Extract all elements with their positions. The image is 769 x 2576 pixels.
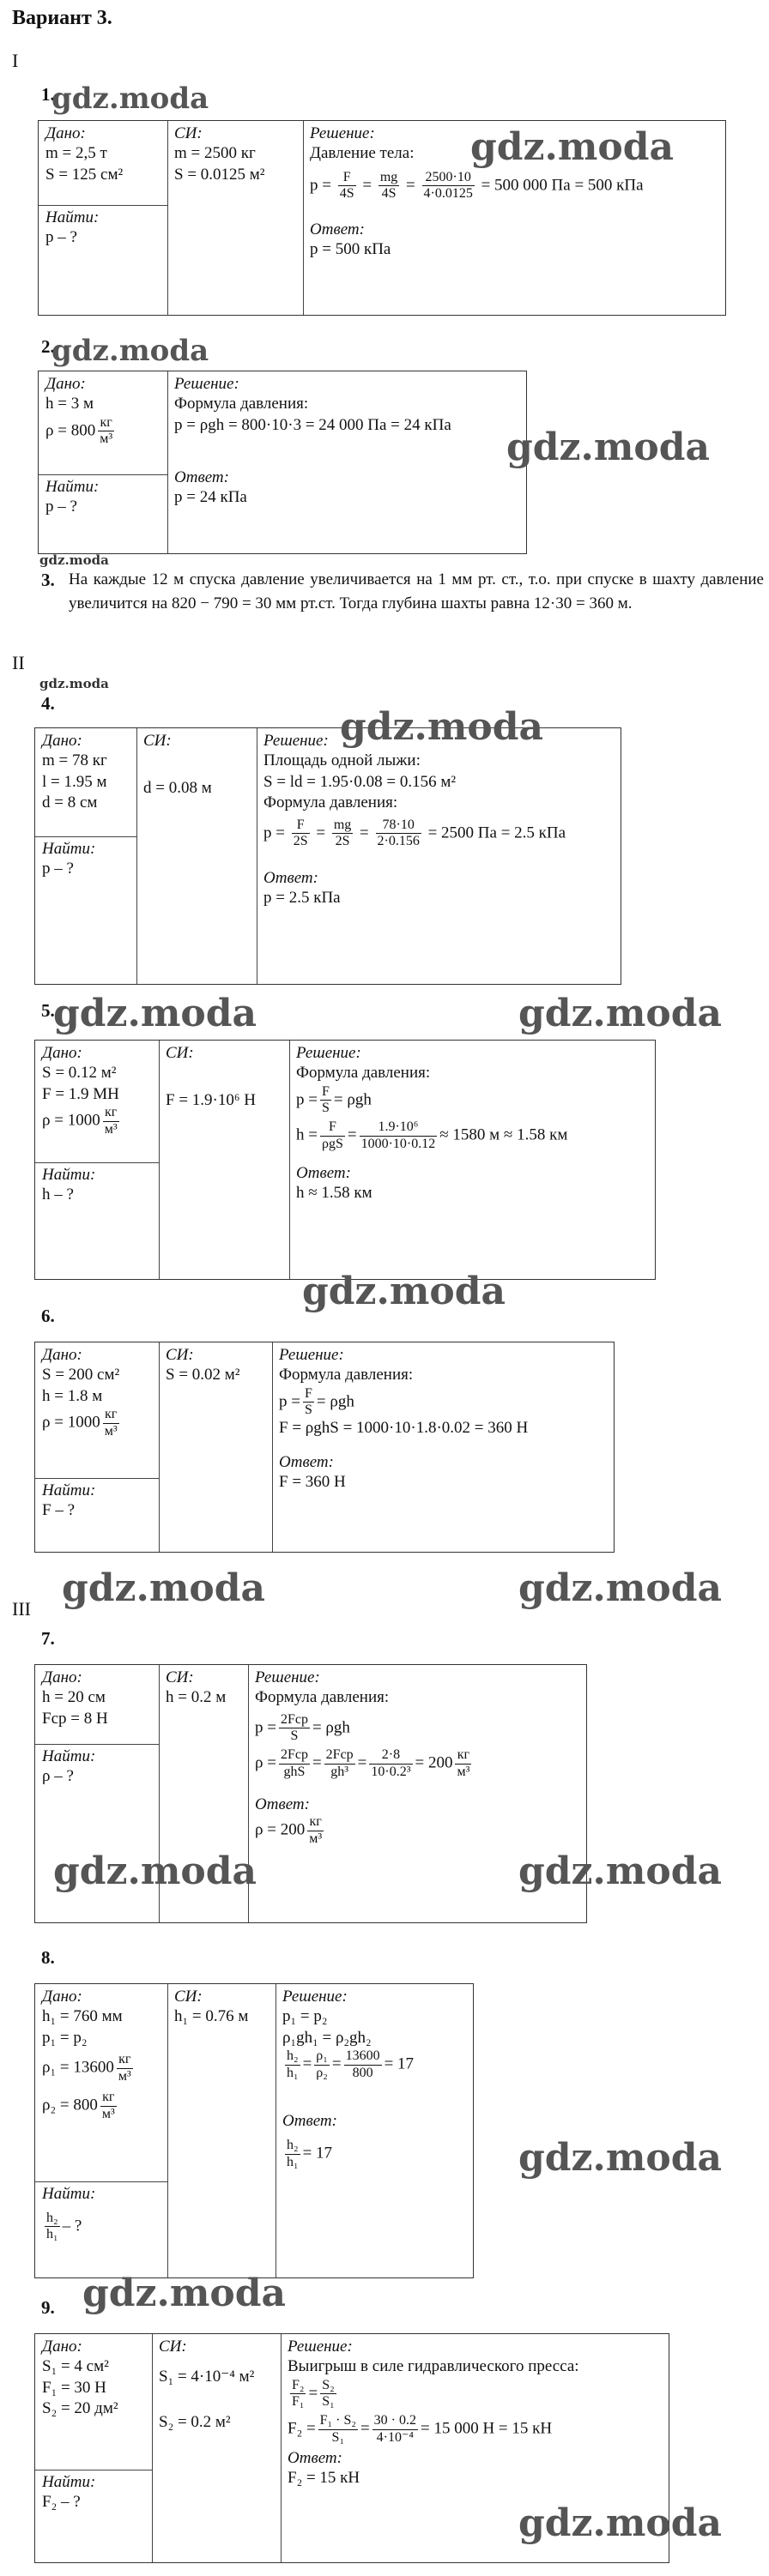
page-title: Вариант 3. [12, 7, 112, 29]
watermark: gdz.moda [39, 552, 109, 568]
naiti-label: Найти: [45, 208, 100, 226]
problem-2-table [38, 371, 527, 554]
problem-6-number: 6. [41, 1306, 55, 1326]
solution-heading: Формула давления: [279, 1366, 414, 1384]
si-label: СИ: [143, 732, 172, 750]
otvet-label: Ответ: [255, 1795, 310, 1814]
watermark: gdz.moda [53, 992, 257, 1035]
pressure-equation: p = $\frac{F}{2S}$ = $\frac{mg}{2S}$ = $\frac{78\cdot 10}{2\cdot 0.156}$ = 2500 Па = 2.5 кПа [263, 817, 566, 849]
si-label: СИ: [174, 1988, 203, 2006]
si-line: S = 0.0125 м² [174, 165, 265, 184]
problem-2-number: 2. [41, 336, 55, 357]
given-line: ρ₂ = 800 $\frac{кг}{\text{м³}}$ [42, 2090, 115, 2121]
solution-heading: Формула давления: [263, 793, 398, 812]
given-line: m = 2,5 т [45, 144, 107, 162]
dano-label: Дано: [45, 375, 86, 393]
watermark: gdz.moda [518, 2136, 723, 2180]
given-line: S₁ = 4 см² [42, 2357, 109, 2375]
answer: p = 2.5 кПа [263, 888, 341, 907]
solution-heading: Давление тела: [310, 144, 415, 162]
watermark: gdz.moda [518, 1849, 723, 1893]
naiti-label: Найти: [42, 840, 96, 858]
given-line: ρ = 1000 $\frac{кг}{\text{м³}}$ [42, 1105, 118, 1137]
watermark: gdz.moda [39, 676, 109, 691]
watermark: gdz.moda [51, 334, 209, 368]
problem-5-number: 5. [41, 1000, 55, 1021]
given-line: h = 1.8 м [42, 1386, 103, 1405]
watermark: gdz.moda [51, 81, 209, 116]
answer: ρ = 200 $\frac{кг}{\text{м³}}$ [255, 1814, 323, 1846]
reshenie-label: Решение: [282, 1988, 348, 2006]
given-line: F = 1.9 МН [42, 1084, 119, 1103]
equality-line: ρ₁gh₁ = ρ₂gh₂ [282, 2028, 372, 2047]
otvet-label: Ответ: [296, 1164, 351, 1183]
solution-heading: Формула давления: [174, 395, 309, 413]
problem-8-number: 8. [41, 1947, 55, 1968]
solution-heading: Формула давления: [255, 1688, 390, 1706]
section-1-label: I [12, 50, 19, 71]
si-line: S = 0.02 м² [166, 1366, 240, 1384]
given-line: h = 3 м [45, 395, 94, 413]
ratio-equation: $\frac{\text{h₂}}{\text{h₁}}$ = $\frac{\text{ρ₁}}{\text{ρ₂}}$ = $\frac{13600}{800}$ = 17 [287, 2048, 415, 2080]
pressure-equation: p = $\frac{\text{2Fср}}{S}$ = ρgh [255, 1711, 350, 1744]
solution-heading: Площадь одной лыжи: [263, 751, 421, 769]
si-label: СИ: [174, 124, 203, 142]
find-line: p – ? [42, 860, 74, 878]
otvet-label: Ответ: [263, 868, 318, 887]
si-line: h₁ = 0.76 м [174, 2007, 249, 2025]
watermark: gdz.moda [53, 1849, 257, 1893]
given-line: S = 200 см² [42, 1366, 120, 1384]
force-equation: F₂ = $\frac{\text{F₁ · S₂}}{\text{S₁}}$ = $\frac{30 \cdot 0.2}{\text{4·10⁻⁴}}$ = 15 000 Н = 15 кН [288, 2413, 553, 2445]
dano-label: Дано: [42, 732, 82, 750]
solution-heading: Формула давления: [296, 1064, 431, 1082]
dano-label: Дано: [42, 1346, 82, 1364]
given-line: S = 125 см² [45, 165, 124, 184]
find-line: F₂ – ? [42, 2493, 81, 2511]
reshenie-label: Решение: [288, 2338, 353, 2356]
watermark: gdz.moda [470, 125, 675, 169]
given-line: m = 78 кг [42, 751, 107, 769]
given-line: d = 8 см [42, 793, 98, 812]
naiti-label: Найти: [42, 1166, 96, 1184]
otvet-label: Ответ: [174, 468, 229, 487]
force-equation: F = ρghS = 1000·10·1.8·0.02 = 360 Н [279, 1419, 529, 1438]
reshenie-label: Решение: [174, 375, 239, 393]
area-equation: S = ld = 1.95·0.08 = 0.156 м² [263, 772, 457, 791]
si-line: S₁ = 4·10⁻⁴ м² [159, 2368, 255, 2386]
pressure-equation: p = $\frac{F}{4S}$ = $\frac{mg}{4S}$ = $\frac{2500\cdot 10}{4\cdot 0.0125}$ = 500 000 Па = 500 кПа [310, 169, 644, 202]
answer: $\frac{\text{h₂}}{\text{h₁}}$ = 17 [287, 2138, 333, 2169]
ratio-equation: $\frac{\text{F₂}}{\text{F₁}}$ = $\frac{\text{S₂}}{\text{S₁}}$ [292, 2377, 335, 2410]
pressure-equation: p = $\frac{F}{S}$ = ρgh [279, 1385, 354, 1418]
naiti-label: Найти: [42, 2185, 96, 2203]
equality-line: p₁ = p₂ [282, 2007, 328, 2025]
given-line: Fср = 8 Н [42, 1709, 108, 1728]
solution-heading: Выигрыш в силе гидравлического пресса: [288, 2357, 579, 2375]
dano-label: Дано: [42, 1044, 82, 1062]
problem-4-table [34, 727, 621, 985]
watermark: gdz.moda [82, 2271, 287, 2315]
pressure-equation: p = ρgh = 800·10·3 = 24 000 Па = 24 кПа [174, 415, 451, 434]
otvet-label: Ответ: [310, 220, 365, 239]
reshenie-label: Решение: [263, 732, 329, 750]
pressure-equation: p = $\frac{F}{S}$ = ρgh [296, 1083, 372, 1116]
watermark: gdz.moda [340, 705, 544, 749]
given-line: h = 20 см [42, 1688, 106, 1706]
problem-3-text: На каждые 12 м спуска давление увеличивается на 1 мм рт. ст., т.о. при спуске в шахту давление увеличится на 820 − 790 = 30 мм рт.ст. Тогда глубина шахты равна 12·30 = 360 м. [69, 570, 764, 612]
watermark: gdz.moda [506, 425, 711, 469]
otvet-label: Ответ: [279, 1453, 334, 1472]
si-line: S₂ = 0.2 м² [159, 2412, 231, 2431]
find-line: p – ? [45, 228, 77, 246]
naiti-label: Найти: [45, 478, 100, 496]
density-equation: ρ = $\frac{\text{2Fср}}{\text{ghS}}$ = $\frac{\text{2Fср}}{\text{gh³}}$ = $\frac{2\cdot 8}{\text{10·0.2³}}$ = 200 $\frac{кг}{\text{м³}}$ [255, 1747, 470, 1779]
answer: F₂ = 15 кН [288, 2469, 360, 2488]
watermark: gdz.moda [62, 1566, 266, 1610]
si-label: СИ: [166, 1346, 194, 1364]
dano-label: Дано: [42, 1668, 82, 1686]
problem-3-number: 3. [41, 570, 55, 590]
find-line: $\frac{\text{h₂}}{\text{h₁}}$ – ? [46, 2211, 82, 2242]
answer: p = 24 кПа [174, 488, 247, 507]
reshenie-label: Решение: [279, 1346, 344, 1364]
naiti-label: Найти: [42, 1481, 96, 1499]
si-label: СИ: [166, 1668, 194, 1686]
watermark: gdz.moda [518, 1566, 723, 1610]
given-line: l = 1.95 м [42, 772, 107, 791]
naiti-label: Найти: [42, 1747, 96, 1765]
problem-1-number: 1. [41, 84, 55, 105]
si-line: F = 1.9·10⁶ Н [166, 1091, 256, 1109]
section-2-label: II [12, 652, 25, 673]
given-line: h₁ = 760 мм [42, 2007, 123, 2025]
problem-9-number: 9. [41, 2297, 55, 2318]
otvet-label: Ответ: [288, 2449, 342, 2468]
reshenie-label: Решение: [310, 124, 375, 142]
si-line: m = 2500 кг [174, 144, 256, 162]
otvet-label: Ответ: [282, 2112, 337, 2131]
find-line: ρ – ? [42, 1767, 74, 1785]
find-line: F – ? [42, 1501, 75, 1519]
problem-8-table [34, 1983, 474, 2278]
problem-7-number: 7. [41, 1628, 55, 1649]
height-equation: h = $\frac{F}{\text{ρgS}}$ = $\frac{\text{1.9·10⁶}}{1000\cdot 10\cdot 0.12}$ ≈ 1580 м ≈ 1.58 км [296, 1119, 568, 1151]
watermark: gdz.moda [518, 992, 723, 1035]
given-line: S₂ = 20 дм² [42, 2399, 118, 2418]
answer: p = 500 кПа [310, 240, 391, 259]
reshenie-label: Решение: [296, 1044, 361, 1062]
problem-6-table [34, 1342, 615, 1553]
dano-label: Дано: [42, 2338, 82, 2356]
dano-label: Дано: [45, 124, 86, 142]
section-3-label: III [12, 1598, 31, 1620]
watermark: gdz.moda [302, 1270, 506, 1313]
given-line: ρ = 800 $\frac{кг}{\text{м³}}$ [45, 414, 113, 447]
answer: h ≈ 1.58 км [296, 1184, 372, 1203]
find-line: h – ? [42, 1185, 74, 1204]
find-line: p – ? [45, 498, 77, 516]
given-line: ρ₁ = 13600 $\frac{кг}{\text{м³}}$ [42, 2052, 131, 2084]
given-line: ρ = 1000 $\frac{кг}{\text{м³}}$ [42, 1407, 118, 1439]
given-line: S = 0.12 м² [42, 1064, 117, 1082]
si-line: h = 0.2 м [166, 1688, 227, 1706]
si-line: d = 0.08 м [143, 779, 212, 797]
si-label: СИ: [166, 1044, 194, 1062]
si-label: СИ: [159, 2338, 187, 2356]
problem-5-table [34, 1040, 656, 1280]
problem-4-number: 4. [41, 693, 55, 714]
answer: F = 360 Н [279, 1473, 346, 1492]
given-line: F₁ = 30 Н [42, 2378, 106, 2397]
watermark: gdz.moda [518, 2501, 723, 2545]
naiti-label: Найти: [42, 2473, 96, 2491]
reshenie-label: Решение: [255, 1668, 320, 1686]
given-line: p₁ = p₂ [42, 2028, 88, 2047]
dano-label: Дано: [42, 1988, 82, 2006]
